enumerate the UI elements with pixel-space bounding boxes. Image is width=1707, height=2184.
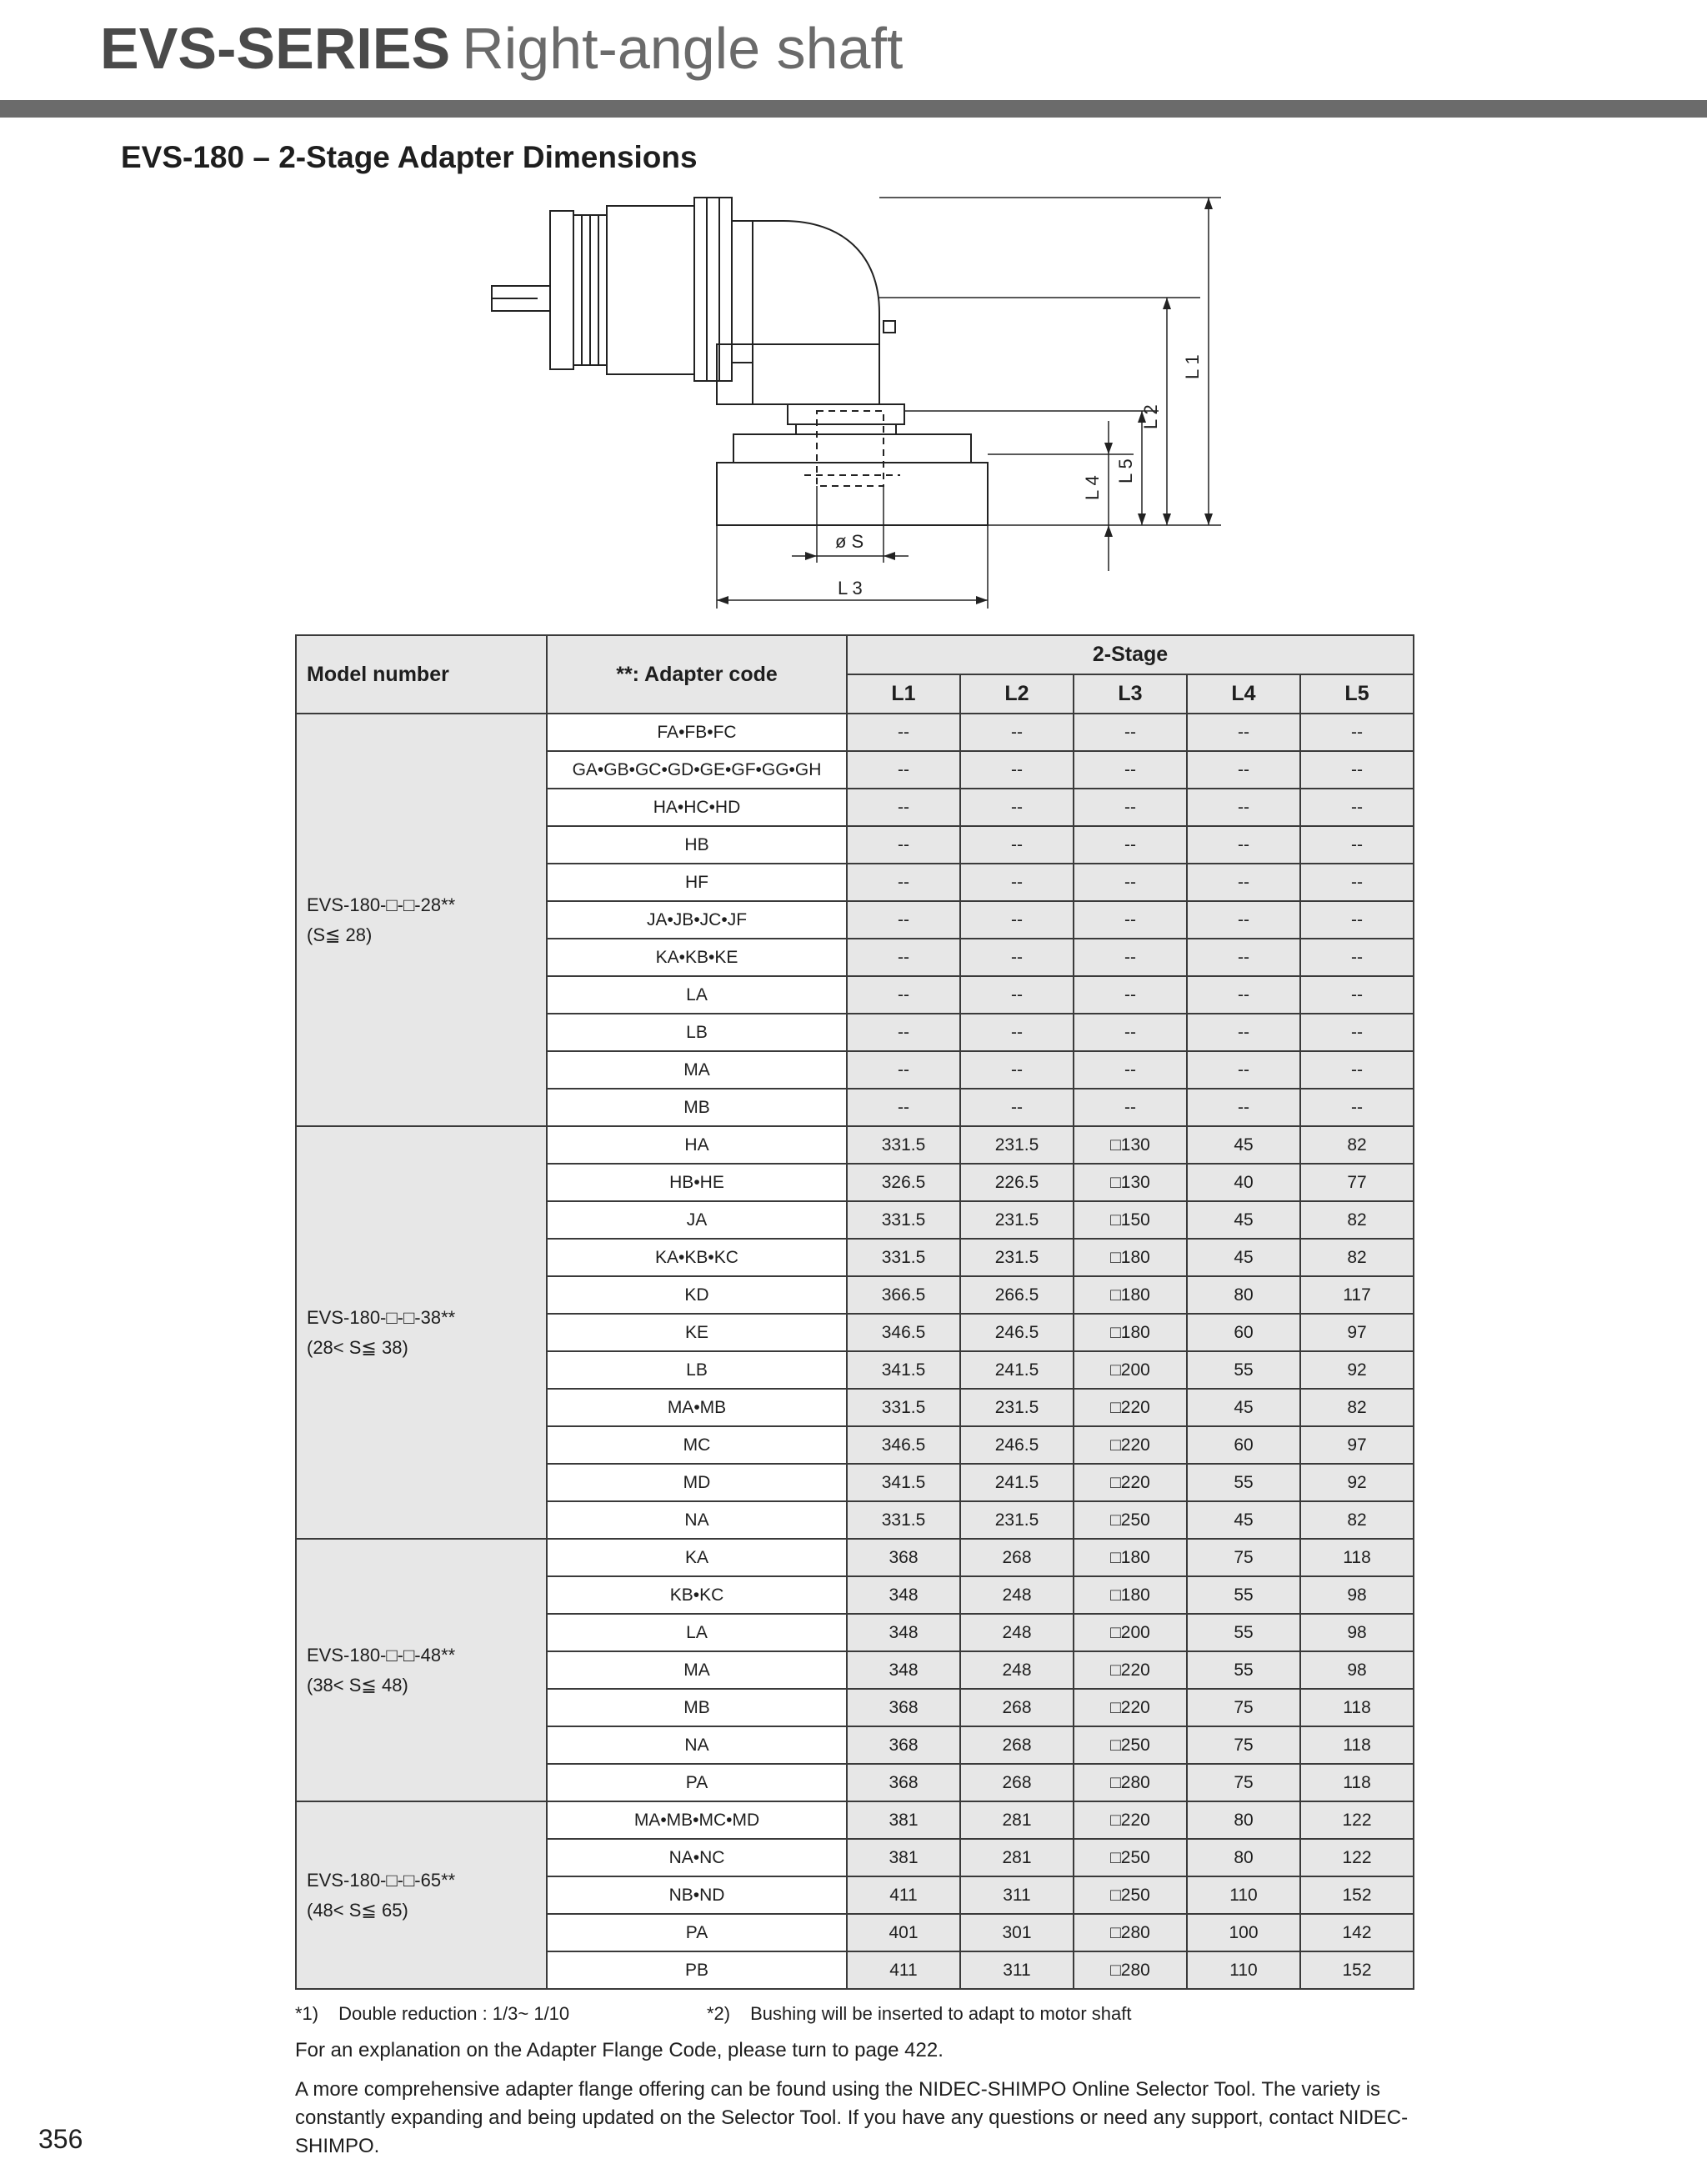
dim-cell-l2: 231.5 [960,1239,1074,1276]
dim-cell-l1: 341.5 [847,1351,960,1389]
dim-cell-l4: 60 [1187,1314,1300,1351]
col-header-2-stage: 2-Stage [847,635,1414,674]
dim-cell-l4: 75 [1187,1764,1300,1801]
dim-cell-l5: 118 [1300,1689,1414,1726]
dim-cell-l1: -- [847,1051,960,1089]
dim-cell-l5: 122 [1300,1839,1414,1876]
dimensions-table [295,634,1414,1990]
model-number: EVS-180-□-□-38** [307,1306,456,1328]
dim-cell-l1: -- [847,864,960,901]
table-row [296,1126,1414,1164]
dim-cell-l2: 246.5 [960,1314,1074,1351]
col-header-adapter-code: **: Adapter code [547,635,847,714]
dim-cell-l3: □200 [1074,1614,1187,1651]
adapter-code-cell: LB [547,1351,847,1389]
adapter-code-cell: MB [547,1689,847,1726]
adapter-code-cell: MB [547,1089,847,1126]
col-header-l3: L3 [1074,674,1187,714]
dim-cell-l4: 75 [1187,1689,1300,1726]
dim-cell-l3: □220 [1074,1464,1187,1501]
dim-cell-l2: 281 [960,1801,1074,1839]
dim-cell-l5: 97 [1300,1314,1414,1351]
shaft-range: (38< S≦ 48) [307,1674,408,1696]
dim-cell-l3: □250 [1074,1726,1187,1764]
dim-cell-l2: -- [960,901,1074,939]
adapter-code-cell: MC [547,1426,847,1464]
header-bar [0,100,1707,118]
dim-cell-l5: 82 [1300,1389,1414,1426]
dim-cell-l2: -- [960,714,1074,751]
dim-cell-l1: 368 [847,1764,960,1801]
dim-cell-l1: 348 [847,1576,960,1614]
section-title: EVS-180 – 2-Stage Adapter Dimensions [121,140,698,174]
adapter-code-cell: KA•KB•KE [547,939,847,976]
dim-cell-l3: □200 [1074,1351,1187,1389]
dim-cell-l4: 55 [1187,1576,1300,1614]
dim-cell-l3: □220 [1074,1651,1187,1689]
dim-cell-l3: □280 [1074,1951,1187,1989]
dim-cell-l3: □250 [1074,1839,1187,1876]
dim-cell-l2: 311 [960,1876,1074,1914]
dim-cell-l2: -- [960,976,1074,1014]
footnote-2 [707,2003,1132,2025]
dim-cell-l4: -- [1187,1014,1300,1051]
dim-cell-l2: 248 [960,1614,1074,1651]
dim-cell-l2: 241.5 [960,1351,1074,1389]
dim-cell-l4: -- [1187,939,1300,976]
dim-cell-l2: 268 [960,1539,1074,1576]
shaft-range: (48< S≦ 65) [307,1899,408,1921]
footnote-2-number: *2) [707,2003,731,2024]
adapter-code-cell: PA [547,1764,847,1801]
model-number: EVS-180-□-□-28** [307,894,456,915]
col-header-l5: L5 [1300,674,1414,714]
dim-cell-l2: 268 [960,1689,1074,1726]
footnote-2-text: Bushing will be inserted to adapt to motor shaft [750,2003,1132,2024]
dim-cell-l5: 142 [1300,1914,1414,1951]
mid-flange [694,198,732,381]
dim-cell-l5: 118 [1300,1539,1414,1576]
adapter-code-cell: JA [547,1201,847,1239]
dim-cell-l4: 55 [1187,1351,1300,1389]
adapter-code-cell: NA [547,1726,847,1764]
dim-cell-l3: -- [1074,1051,1187,1089]
dim-cell-l5: -- [1300,901,1414,939]
dim-cell-l2: 231.5 [960,1201,1074,1239]
dim-cell-l5: -- [1300,714,1414,751]
footnote-1-number: *1) [295,2003,319,2024]
dim-cell-l2: 268 [960,1764,1074,1801]
dim-cell-l3: □180 [1074,1539,1187,1576]
dim-cell-l2: 268 [960,1726,1074,1764]
dim-cell-l1: -- [847,826,960,864]
col-header-l1: L1 [847,674,960,714]
dim-label-l2: L 2 [1140,404,1161,429]
dim-cell-l4: 80 [1187,1839,1300,1876]
dim-cell-l4: -- [1187,976,1300,1014]
dim-cell-l1: -- [847,939,960,976]
adapter-code-cell: FA•FB•FC [547,714,847,751]
dim-cell-l3: □220 [1074,1689,1187,1726]
dim-cell-l5: -- [1300,1089,1414,1126]
dim-cell-l1: -- [847,714,960,751]
dim-cell-l5: 92 [1300,1464,1414,1501]
dim-cell-l2: 231.5 [960,1501,1074,1539]
dim-cell-l1: 366.5 [847,1276,960,1314]
dim-cell-l4: 45 [1187,1201,1300,1239]
dim-cell-l3: -- [1074,751,1187,789]
dim-cell-l5: -- [1300,864,1414,901]
dim-cell-l3: □130 [1074,1126,1187,1164]
dim-cell-l5: 98 [1300,1614,1414,1651]
dim-cell-l3: -- [1074,976,1187,1014]
dim-cell-l5: 118 [1300,1764,1414,1801]
dim-label-l3: L 3 [838,578,863,599]
dim-cell-l5: 77 [1300,1164,1414,1201]
dim-cell-l1: 411 [847,1876,960,1914]
dim-cell-l4: 45 [1187,1126,1300,1164]
dim-cell-l3: □220 [1074,1426,1187,1464]
dim-cell-l5: 98 [1300,1576,1414,1614]
col-header-model: Model number [296,635,547,714]
dim-cell-l1: 331.5 [847,1239,960,1276]
dim-cell-l1: 331.5 [847,1389,960,1426]
dim-cell-l2: -- [960,1014,1074,1051]
model-number-cell [296,1126,547,1539]
dim-cell-l3: -- [1074,1089,1187,1126]
adapter-code-cell: LA [547,1614,847,1651]
dim-label-l4: L 4 [1082,475,1103,500]
adapter-code-cell: KB•KC [547,1576,847,1614]
dim-cell-l3: □250 [1074,1876,1187,1914]
dim-cell-l5: 97 [1300,1426,1414,1464]
lower-housing [753,344,879,404]
dim-cell-l1: 381 [847,1839,960,1876]
adapter-code-cell: HF [547,864,847,901]
dim-cell-l1: -- [847,789,960,826]
dim-cell-l2: 301 [960,1914,1074,1951]
page-header [100,15,903,98]
dim-cell-l1: 381 [847,1801,960,1839]
table-row [296,714,1414,751]
dim-cell-l1: 346.5 [847,1314,960,1351]
adapter-code-cell: KD [547,1276,847,1314]
adapter-code-cell: MD [547,1464,847,1501]
dim-cell-l1: 331.5 [847,1201,960,1239]
adapter-code-cell: LA [547,976,847,1014]
dim-cell-l1: 401 [847,1914,960,1951]
page-number: 356 [38,2124,83,2154]
dim-cell-l2: 241.5 [960,1464,1074,1501]
dim-cell-l3: -- [1074,714,1187,751]
dim-cell-l2: -- [960,826,1074,864]
dim-cell-l4: 40 [1187,1164,1300,1201]
note-selector-tool: A more comprehensive adapter flange offering can be found using the NIDEC-SHIMPO Online Selector Tool. The variety is constantly expanding and being updated on the Selector Tool. If you have any questions or need any support, contact NIDEC-SHIMPO. [295,2078,1409,2157]
col-header-l2: L2 [960,674,1074,714]
dim-cell-l3: -- [1074,1014,1187,1051]
dim-cell-l2: -- [960,864,1074,901]
adapter-code-cell: PB [547,1951,847,1989]
adapter-code-cell: MA•MB•MC•MD [547,1801,847,1839]
dim-cell-l3: -- [1074,789,1187,826]
dim-cell-l1: -- [847,1089,960,1126]
adapter-code-cell: NA [547,1501,847,1539]
dim-label-s: ø S [835,531,864,552]
dim-cell-l5: -- [1300,751,1414,789]
dim-cell-l2: 281 [960,1839,1074,1876]
dim-cell-l4: 110 [1187,1876,1300,1914]
adapter-code-cell: NA•NC [547,1839,847,1876]
adapter-code-cell: KA•KB•KC [547,1239,847,1276]
dim-cell-l5: -- [1300,826,1414,864]
series-name: EVS-SERIES [100,16,451,81]
dim-cell-l5: -- [1300,1014,1414,1051]
dim-cell-l2: 248 [960,1576,1074,1614]
dim-cell-l4: 55 [1187,1614,1300,1651]
dim-cell-l3: □180 [1074,1314,1187,1351]
col-header-l4: L4 [1187,674,1300,714]
dim-cell-l4: -- [1187,1089,1300,1126]
footnote-1 [295,2003,569,2025]
dim-cell-l4: 100 [1187,1914,1300,1951]
series-subtitle: Right-angle shaft [462,16,904,81]
dim-cell-l3: □220 [1074,1389,1187,1426]
model-number: EVS-180-□-□-48** [307,1644,456,1666]
dim-cell-l3: □280 [1074,1764,1187,1801]
dim-cell-l2: -- [960,789,1074,826]
dim-cell-l3: □150 [1074,1201,1187,1239]
adapter-code-cell: LB [547,1014,847,1051]
dim-cell-l4: -- [1187,826,1300,864]
dim-cell-l4: 55 [1187,1464,1300,1501]
dim-cell-l5: 122 [1300,1801,1414,1839]
dim-cell-l3: -- [1074,826,1187,864]
dim-cell-l2: 266.5 [960,1276,1074,1314]
dim-cell-l4: 80 [1187,1801,1300,1839]
dim-cell-l1: 331.5 [847,1501,960,1539]
dim-cell-l4: 45 [1187,1239,1300,1276]
dim-cell-l4: 110 [1187,1951,1300,1989]
dim-cell-l3: □130 [1074,1164,1187,1201]
dim-cell-l1: 348 [847,1651,960,1689]
table-row [296,1801,1414,1839]
dim-label-l1: L 1 [1182,354,1203,379]
model-number-cell [296,1801,547,1989]
dimension-drawing [467,188,1259,621]
shaft-range: (S≦ 28) [307,924,373,945]
dim-cell-l3: -- [1074,864,1187,901]
dim-cell-l2: 248 [960,1651,1074,1689]
adapter-code-cell: MA [547,1651,847,1689]
dim-cell-l5: 117 [1300,1276,1414,1314]
dim-cell-l1: 341.5 [847,1464,960,1501]
dim-cell-l1: 348 [847,1614,960,1651]
gear-housing [607,206,694,374]
dim-cell-l2: 311 [960,1951,1074,1989]
right-angle-elbow [753,221,879,344]
footnote-1-text: Double reduction : 1/3~ 1/10 [338,2003,570,2024]
dim-cell-l5: -- [1300,939,1414,976]
dim-cell-l5: -- [1300,976,1414,1014]
gearbox-drawing-svg [467,188,1259,621]
dim-cell-l5: 98 [1300,1651,1414,1689]
adapter-code-cell: GA•GB•GC•GD•GE•GF•GG•GH [547,751,847,789]
adapter-code-cell: HA [547,1126,847,1164]
dim-cell-l4: 55 [1187,1651,1300,1689]
front-flange [550,211,573,369]
dim-cell-l5: -- [1300,789,1414,826]
dim-cell-l1: -- [847,976,960,1014]
dim-cell-l1: -- [847,901,960,939]
dim-cell-l4: -- [1187,901,1300,939]
dim-cell-l1: 326.5 [847,1164,960,1201]
dim-cell-l5: 82 [1300,1201,1414,1239]
dim-cell-l4: 60 [1187,1426,1300,1464]
dim-label-l5: L 5 [1115,458,1136,483]
adapter-code-cell: KA [547,1539,847,1576]
dimensions-table-body [296,714,1414,1989]
dim-cell-l2: 246.5 [960,1426,1074,1464]
dim-cell-l1: 331.5 [847,1126,960,1164]
dim-cell-l5: 152 [1300,1876,1414,1914]
base-plate [788,404,904,424]
dim-cell-l3: □180 [1074,1576,1187,1614]
dim-cell-l4: 45 [1187,1389,1300,1426]
model-number: EVS-180-□-□-65** [307,1869,456,1891]
dim-cell-l5: -- [1300,1051,1414,1089]
adapter-flange [717,463,988,525]
adapter-code-cell: MA•MB [547,1389,847,1426]
adapter-code-cell: HA•HC•HD [547,789,847,826]
dim-cell-l3: □180 [1074,1239,1187,1276]
dim-cell-l1: 368 [847,1726,960,1764]
adapter-code-cell: NB•ND [547,1876,847,1914]
dim-cell-l5: 152 [1300,1951,1414,1989]
dim-cell-l2: -- [960,939,1074,976]
dim-cell-l3: -- [1074,901,1187,939]
dim-cell-l3: -- [1074,939,1187,976]
dim-cell-l3: □220 [1074,1801,1187,1839]
dim-cell-l1: 411 [847,1951,960,1989]
adapter-code-cell: JA•JB•JC•JF [547,901,847,939]
dim-cell-l4: -- [1187,714,1300,751]
dim-cell-l2: 231.5 [960,1389,1074,1426]
dim-cell-l5: 82 [1300,1126,1414,1164]
clamp-ring [732,221,753,363]
dim-cell-l1: 368 [847,1539,960,1576]
dim-cell-l1: 368 [847,1689,960,1726]
dim-cell-l3: □280 [1074,1914,1187,1951]
model-number-cell [296,1539,547,1801]
dim-cell-l2: 231.5 [960,1126,1074,1164]
dim-cell-l3: □250 [1074,1501,1187,1539]
adapter-code-cell: PA [547,1914,847,1951]
dim-cell-l4: 75 [1187,1539,1300,1576]
table-row [296,1539,1414,1576]
motor-shaft-bore [817,411,884,486]
dim-cell-l3: □180 [1074,1276,1187,1314]
dim-cell-l4: -- [1187,789,1300,826]
dim-cell-l4: 80 [1187,1276,1300,1314]
dim-cell-l5: 118 [1300,1726,1414,1764]
dim-cell-l4: 45 [1187,1501,1300,1539]
dim-cell-l2: 226.5 [960,1164,1074,1201]
dim-cell-l2: -- [960,751,1074,789]
dim-cell-l4: -- [1187,864,1300,901]
dim-cell-l1: 346.5 [847,1426,960,1464]
dim-cell-l2: -- [960,1051,1074,1089]
model-number-cell [296,714,547,1126]
dim-cell-l5: 82 [1300,1501,1414,1539]
dim-cell-l4: -- [1187,751,1300,789]
dim-cell-l5: 82 [1300,1239,1414,1276]
note-adapter-flange-code: For an explanation on the Adapter Flange Code, please turn to page 422. [295,2039,944,2061]
dim-cell-l2: -- [960,1089,1074,1126]
adapter-code-cell: HB [547,826,847,864]
shaft-range: (28< S≦ 38) [307,1336,408,1358]
dim-cell-l5: 92 [1300,1351,1414,1389]
dim-cell-l1: -- [847,751,960,789]
adapter-code-cell: HB•HE [547,1164,847,1201]
dim-cell-l1: -- [847,1014,960,1051]
adapter-code-cell: MA [547,1051,847,1089]
dim-cell-l4: 75 [1187,1726,1300,1764]
adapter-code-cell: KE [547,1314,847,1351]
dim-cell-l4: -- [1187,1051,1300,1089]
